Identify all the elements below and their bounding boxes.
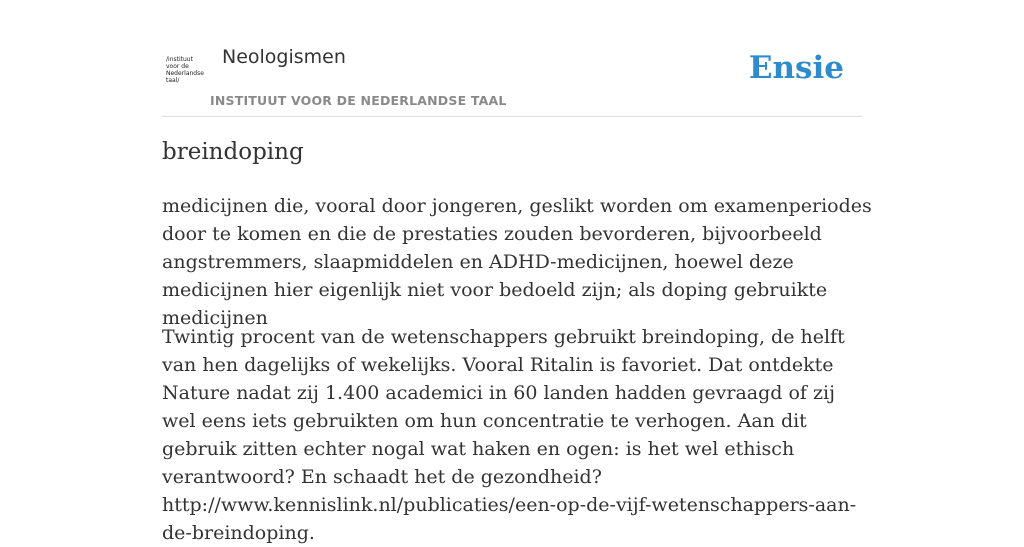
logo-line: taal/ <box>166 77 180 84</box>
ensie-logo[interactable]: Ensie <box>748 50 844 86</box>
logo-line: voor de <box>166 63 189 70</box>
logo-line: Nederlandse <box>166 70 204 77</box>
entry-headword: breindoping <box>162 139 304 165</box>
site-header <box>162 0 862 117</box>
site-title[interactable]: Neologismen <box>222 46 346 68</box>
entry-definition: medicijnen die, vooral door jongeren, geslikt worden om examenperiodes door te komen en die de prestaties zouden bevorderen, bijvoorbeeld angstremmers, slaapmiddelen en ADHD-medicijnen, hoewel deze medicijnen hier eigenlijk niet voor bedoeld zijn; als doping gebruikte medicijnen <box>162 195 872 329</box>
institute-logo[interactable] <box>166 56 208 90</box>
entry-example: Twintig procent van de wetenschappers gebruikt breindoping, de helft van hen dagelijks of wekelijks. Vooral Ritalin is favoriet. Dat ontdekte Nature nadat zij 1.400 academici in 60 landen hadden gevraagd of zij wel eens iets gebruikten om hun concentratie te verhogen. Aan dit gebruik zitten echter nogal wat haken en ogen: is het wel ethisch verantwoord? En schaadt het de gezondheid? http://www.kennislink.nl/publicaties/een-op-de-vijf-wetenschappers-aan-de-breindoping. <box>162 326 857 544</box>
organization-name: INSTITUUT VOOR DE NEDERLANDSE TAAL <box>210 93 507 108</box>
logo-line: /instituut <box>166 56 193 63</box>
